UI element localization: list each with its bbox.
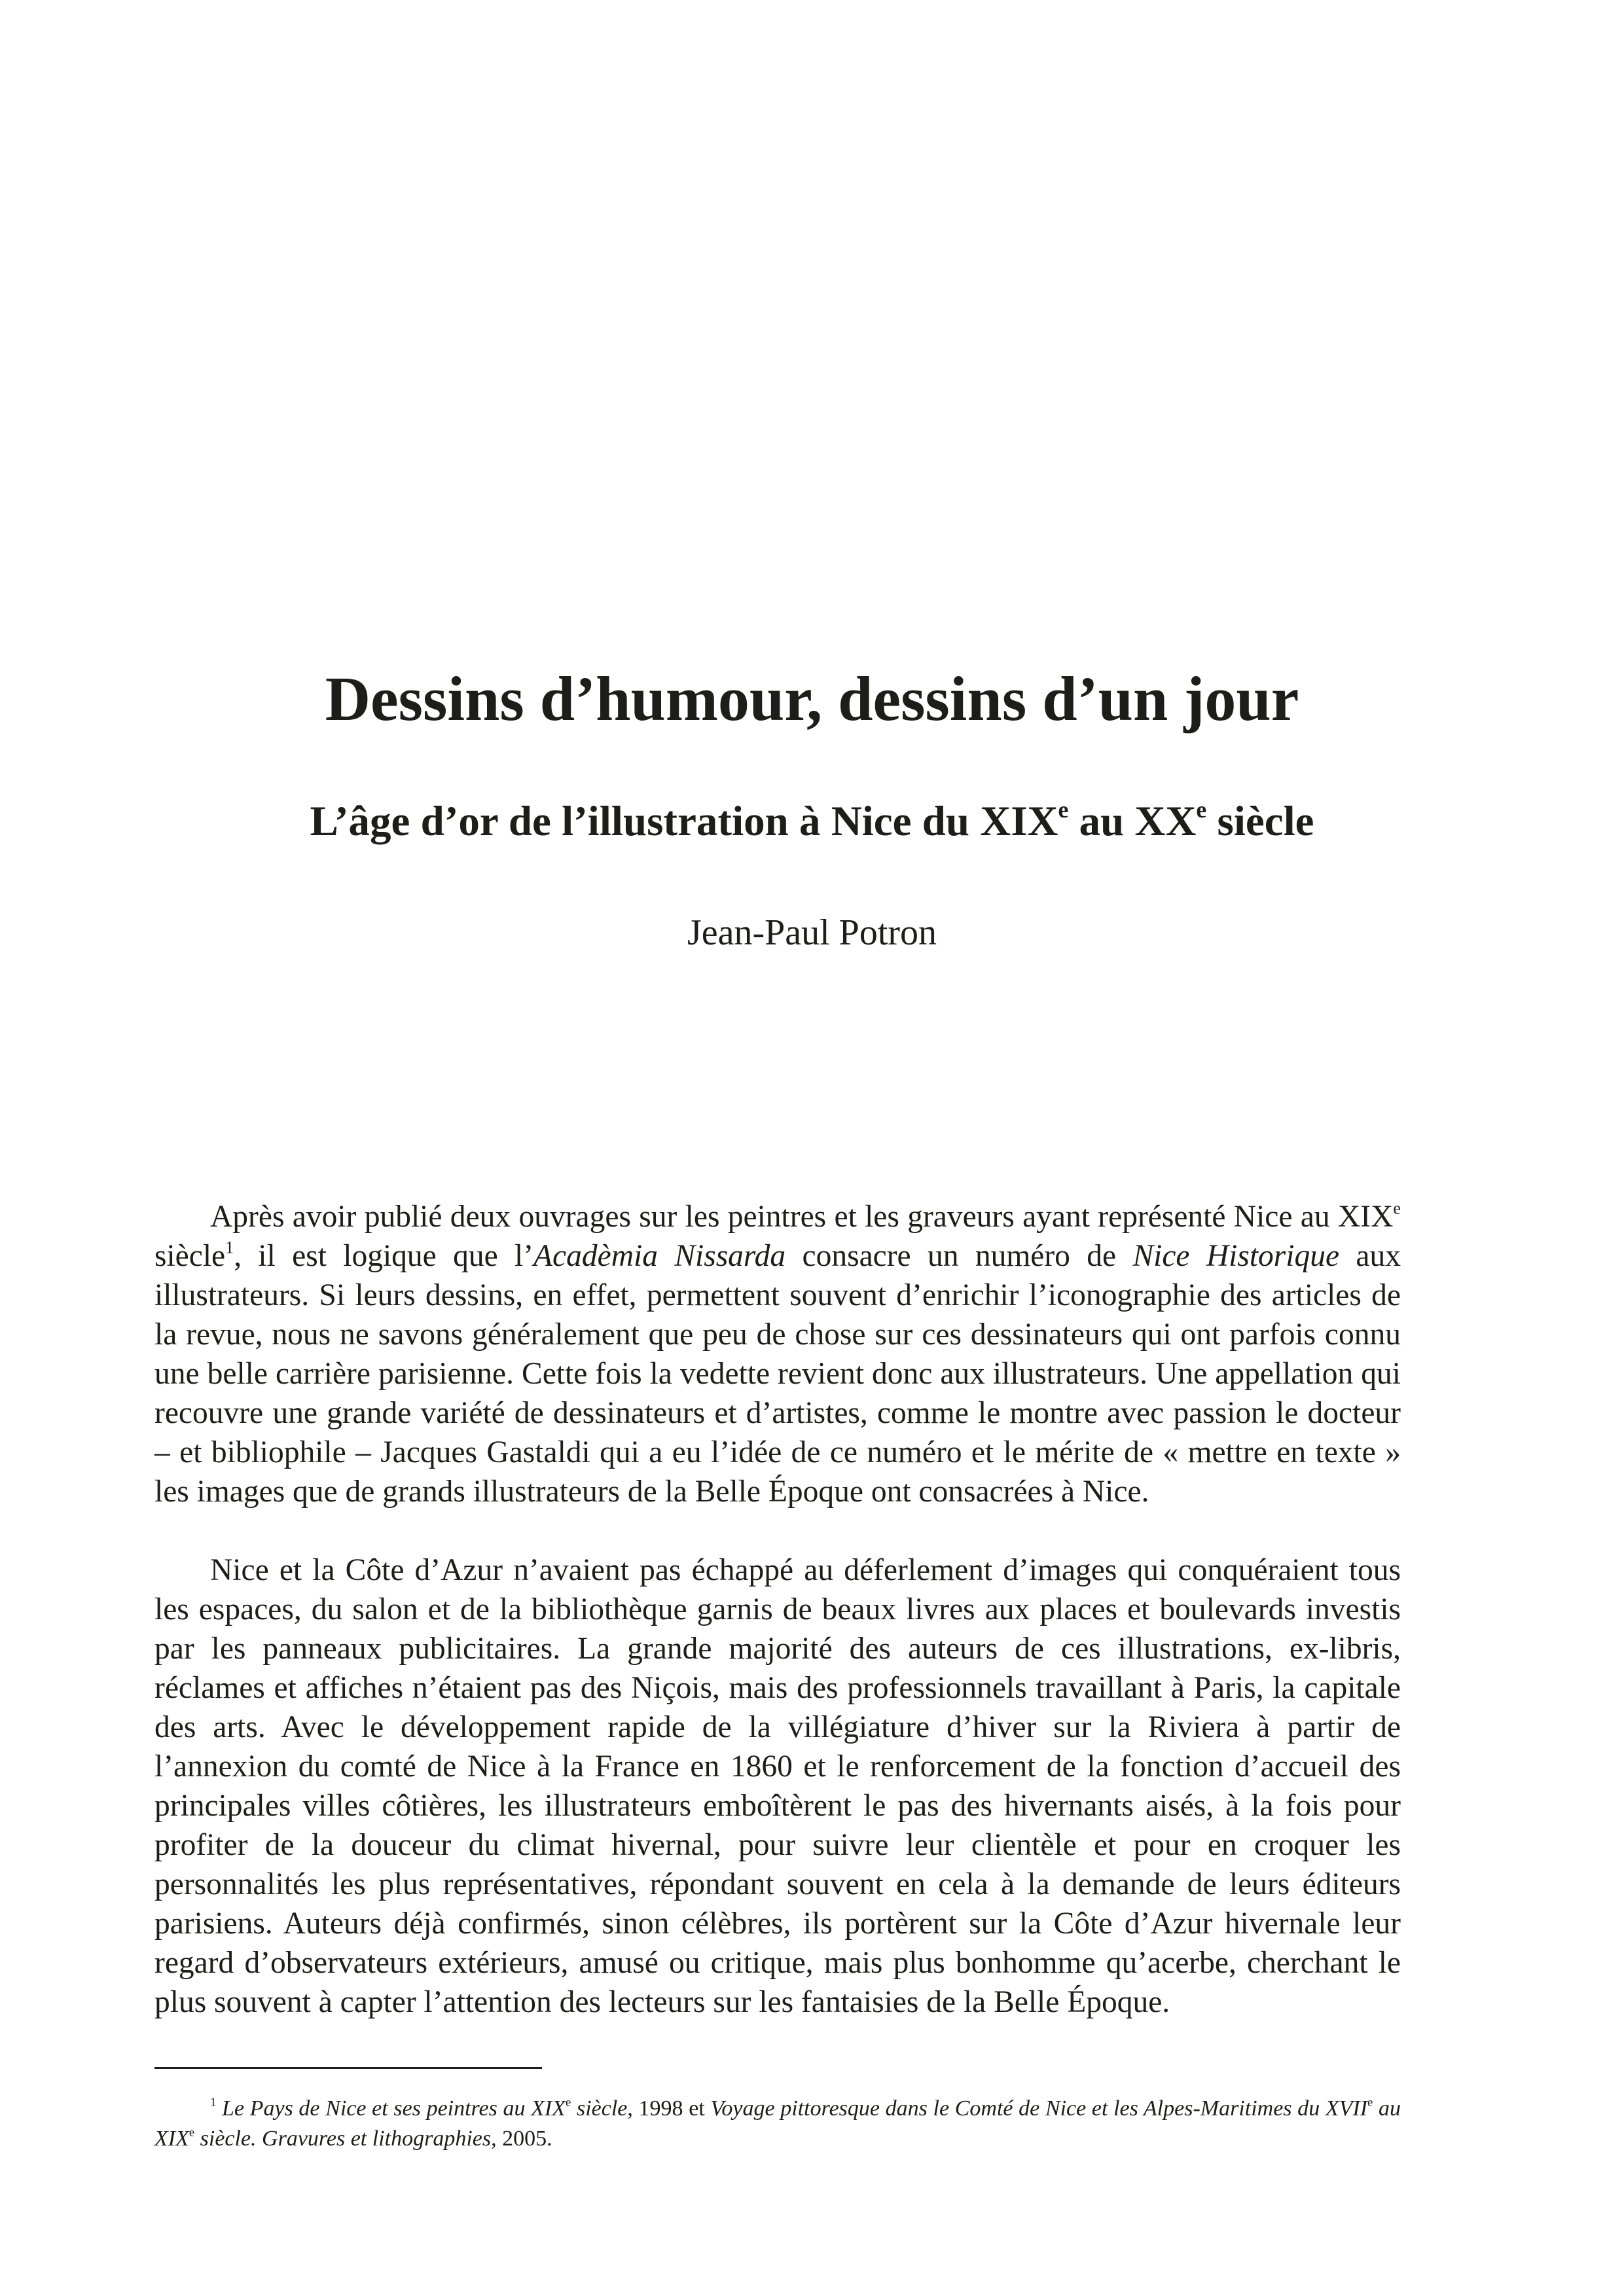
footnote-1 <box>154 2094 1401 2154</box>
footnote-paragraph <box>154 2094 1401 2154</box>
subtitle-century-1: XIX <box>980 798 1058 845</box>
footnote-text-b: , 2005. <box>491 2126 552 2151</box>
paragraph-1-text-b: siècle <box>154 1239 226 1273</box>
subtitle-text-pre: L’âge d’or de l’illustration à Nice du <box>310 798 981 845</box>
article-body <box>154 1197 1401 2022</box>
footnote-separator <box>154 2067 542 2069</box>
footnote-number: 1 <box>210 2095 217 2109</box>
century-superscript: e <box>1393 1198 1401 1218</box>
subtitle-superscript-2: e <box>1196 797 1207 823</box>
paragraph-1-text-c: , il est logique que l’ <box>234 1239 534 1273</box>
footnote-book-1-title: Le Pays de Nice et ses peintres au XIX <box>222 2096 566 2121</box>
paragraph-1-text-d: consacre un numéro de <box>785 1239 1133 1273</box>
footnote-book-2-title: Voyage pittoresque dans le Comté de Nice et les Alpes-Maritimes du XVII <box>710 2096 1368 2121</box>
footnote-book-1-title-end: siècle <box>571 2096 628 2121</box>
author-name: Jean-Paul Potron <box>687 912 937 953</box>
italic-academia-nissarda: Acadèmia Nissarda <box>533 1239 786 1273</box>
footnote-reference[interactable]: 1 <box>225 1238 234 1257</box>
paragraph-1-text-a: Après avoir publié deux ouvrages sur les peintres et les graveurs ayant représenté Nice au XIX <box>210 1200 1394 1234</box>
article-title: Dessins d’humour, dessins d’un jour <box>325 664 1299 734</box>
paragraph-1-text-e: aux illustrateurs. Si leurs dessins, en effet, permettent souvent d’enrichir l’iconographie des articles de la revue, nous ne savons généralement que peu de chose sur ces dessinateurs qui ont parfois connu une belle carrière parisienne. Cette fois la vedette revient donc aux illustrateurs. Une appellation qui recouvre une grande variété de dessinateurs et d’artistes, comme le montre avec passion le docteur – et bibliophile – Jacques Gastaldi qui a eu l’idée de ce numéro et le mérite de « mettre en texte » les images que de grands illustrateurs de la Belle Époque ont consacrées à Nice. <box>154 1239 1401 1509</box>
footnote-book-2-title-mid: au XIX <box>154 2096 1401 2151</box>
paragraph-2: Nice et la Côte d’Azur n’avaient pas échappé au déferlement d’images qui conquéraient tous les espaces, du salon et de la bibliothèque garnis de beaux livres aux places et boulevards investis par les panneaux publicitaires. La grande majorité des auteurs de ces illustrations, ex-libris, réclames et affiches n’étaient pas des Niçois, mais des professionnels travaillant à Paris, la capitale des arts. Avec le développement rapide de la villégiature d’hiver sur la Riviera à partir de l’annexion du comté de Nice à la France en 1860 et le renforcement de la fonction d’accueil des principales villes côtières, les illustrateurs emboîtèrent le pas des hivernants aisés, à la fois pour profiter de la douceur du climat hivernal, pour suivre leur clientèle et pour en croquer les personnalités les plus représentatives, répondant souvent en cela à la demande de leurs éditeurs parisiens. Auteurs déjà confirmés, sinon célèbres, ils portèrent sur la Côte d’Azur hivernale leur regard d’observateurs extérieurs, amusé ou critique, mais plus bonhomme qu’acerbe, cherchant le plus souvent à capter l’attention des lecteurs sur les fantaisies de la Belle Époque. <box>154 1553 1401 2019</box>
footnote-book-2-title-end: siècle. Gravures et lithographies <box>194 2126 492 2151</box>
footnote-superscript-2: e <box>1367 2095 1373 2109</box>
subtitle-text-mid: au <box>1068 798 1135 845</box>
article-subtitle <box>0 792 1624 851</box>
footnote-superscript-1: e <box>566 2095 571 2109</box>
footnote-superscript-3: e <box>189 2125 195 2140</box>
subtitle-superscript-1: e <box>1058 797 1069 823</box>
paragraph-1 <box>154 1197 1401 1511</box>
italic-nice-historique: Nice Historique <box>1132 1239 1340 1273</box>
subtitle-century-2: XX <box>1134 798 1197 845</box>
subtitle-text-post: siècle <box>1206 798 1314 845</box>
footnote-text-a: , 1998 et <box>627 2096 711 2121</box>
